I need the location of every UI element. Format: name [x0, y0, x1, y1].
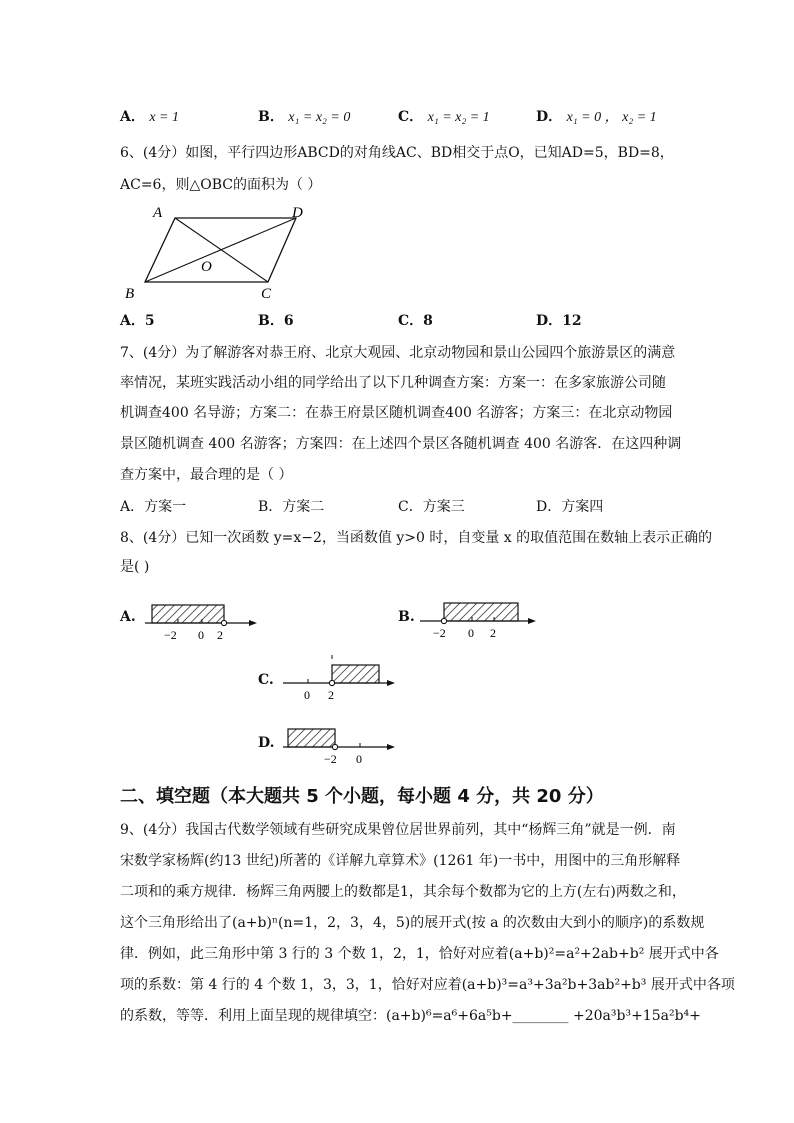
tick-label: 0 — [468, 626, 474, 640]
q9-stem-line7: 的系数，等等．利用上面呈现的规律填空：(a+b)⁶=a⁶+6a⁵b+________ +20a³b³+15a²b⁴+ — [120, 1008, 701, 1024]
q6-stem-line1: 6、(4分）如图，平行四边形ABCD的对角线AC、BD相交于点O，已知AD=5，BD=8， — [120, 145, 674, 161]
vertex-label-d: D — [292, 205, 303, 221]
q6-option-a[interactable]: A．5 — [120, 313, 155, 329]
q7-stem-line3: 机调查400 名导游；方案二：在恭王府景区随机调查400 名游客；方案三：在北京动物园 — [120, 405, 673, 421]
q5-option-b-label: B． — [258, 109, 284, 125]
q5-option-a[interactable] — [120, 107, 179, 128]
center-label-o: O — [201, 259, 212, 275]
q5-option-d-label: D． — [536, 109, 563, 125]
tick-label: 2 — [490, 626, 496, 640]
tick-label: 0 — [198, 628, 204, 642]
q6-stem-line2: AC=6，则△OBC的面积为（ ） — [120, 177, 322, 193]
q7-option-b[interactable]: B．方案二 — [258, 499, 325, 515]
q8-stem-line2: 是( ) — [120, 559, 150, 575]
tick-label: 0 — [304, 688, 310, 702]
tick-label: 0 — [356, 752, 362, 766]
q5-option-c-label: C． — [398, 109, 424, 125]
q5-option-a-label: A． — [120, 109, 145, 125]
q8-numberline-a — [145, 600, 265, 645]
q9-stem-line6: 项的系数：第 4 行的 4 个数 1，3，3，1，恰好对应着(a+b)³=a³+3a²b+3ab²+b³ 展开式中各项 — [120, 977, 735, 993]
q9-stem-line1: 9、(4分）我国古代数学领域有些研究成果曾位居世界前列，其中“杨辉三角”就是一例．南 — [120, 822, 676, 838]
q5-option-c-expr: x₁ = x₂ = 1 — [427, 110, 490, 125]
q8-numberline-c — [283, 655, 403, 705]
vertex-label-a: A — [153, 205, 163, 221]
q7-stem-line2: 率情况，某班实践活动小组的同学给出了以下几种调查方案：方案一：在多家旅游公司随 — [120, 375, 666, 391]
vertex-label-b: B — [125, 286, 135, 302]
q7-stem-line5: 查方案中，最合理的是（ ） — [120, 467, 293, 483]
q5-option-a-expr: x = 1 — [149, 110, 179, 125]
q8-stem-line1: 8、(4分）已知一次函数 y=x−2，当函数值 y>0 时，自变量 x 的取值范围在数轴上表示正确的 — [120, 530, 713, 546]
q5-option-c[interactable] — [398, 107, 490, 128]
q7-stem-line1: 7、(4分）为了解游客对恭王府、北京大观园、北京动物园和景山公园四个旅游景区的满意 — [120, 345, 676, 361]
q8-numberline-b — [420, 600, 550, 645]
q7-option-d[interactable]: D．方案四 — [536, 499, 604, 515]
tick-label: 2 — [217, 628, 223, 642]
q6-option-d[interactable]: D．12 — [536, 313, 582, 329]
q8-option-c[interactable]: C. — [258, 672, 274, 688]
tick-label: −2 — [324, 752, 337, 766]
section-heading: 二、填空题（本大题共 5 个小题，每小题 4 分，共 20 分） — [120, 786, 604, 807]
q9-stem-line2: 宋数学家杨辉(约13 世纪)所著的《详解九章算术》(1261 年)一书中，用图中的三角形解释 — [120, 853, 681, 869]
q7-option-c[interactable]: C．方案三 — [398, 499, 465, 515]
vertex-label-c: C — [261, 286, 272, 302]
diagonal-bd — [145, 218, 296, 282]
q5-option-b-expr: x₁ = x₂ = 0 — [288, 110, 351, 125]
q9-stem-line4: 这个三角形给出了(a+b)ⁿ(n=1，2，3，4，5)的展开式(按 a 的次数由大到小的顺序)的系数规 — [120, 915, 705, 931]
q9-stem-line3: 二项和的乘方规律．杨辉三角两腰上的数都是1，其余每个数都为它的上方(左右)两数之和， — [120, 884, 686, 900]
tick-label: −2 — [164, 628, 177, 642]
q5-option-d[interactable] — [536, 107, 657, 128]
q5-option-d-expr: x₁ = 0 ， x₂ = 1 — [566, 110, 657, 125]
q9-stem-line5: 律．例如，此三角形中第 3 行的 3 个数 1，2，1，恰好对应着(a+b)²=a²+2ab+b² 展开式中各 — [120, 946, 719, 962]
tick-label: 2 — [328, 688, 334, 702]
q7-stem-line4: 景区随机调查 400 名游客；方案四：在上述四个景区各随机调查 400 名游客．在这四种调 — [120, 436, 682, 452]
q6-option-b[interactable]: B．6 — [258, 313, 294, 329]
q6-option-c[interactable]: C．8 — [398, 313, 433, 329]
q7-option-a[interactable]: A．方案一 — [120, 499, 187, 515]
tick-label: −2 — [433, 626, 446, 640]
q8-option-a[interactable]: A. — [120, 609, 136, 625]
q8-numberline-d — [283, 725, 403, 770]
parallelogram-figure — [120, 200, 320, 305]
q8-option-b[interactable]: B. — [398, 609, 415, 625]
q8-option-d[interactable]: D. — [258, 735, 275, 751]
q5-option-b[interactable] — [258, 107, 350, 128]
